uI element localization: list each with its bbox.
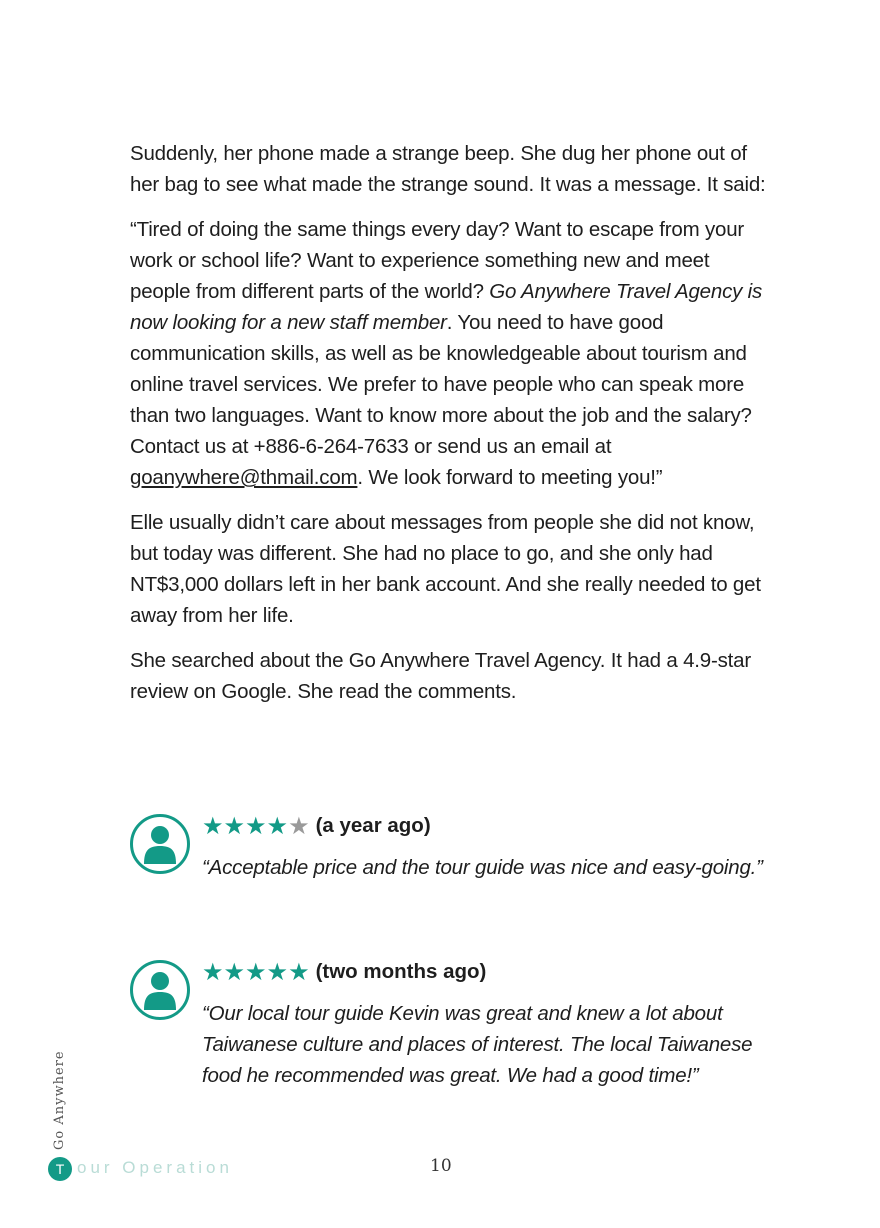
user-avatar-icon: [130, 960, 190, 1020]
star-empty-icon: ★: [288, 813, 310, 840]
review-2-header: [202, 958, 486, 987]
paragraph-3: Elle usually didn’t care about messages from people she did not know, but today was different. She had no place to go, and she only had NT$3,000 dollars left in her bank account. And she really needed to get away from her life.: [130, 511, 761, 627]
message-text-part-2: . You need to have good communication skills, as well as be knowledgeable about tourism and online travel services. We prefer to have people who can speak more than two languages. Want to know more about the job and the salary? Contact us at +886-6-264-7633 or send us an email at: [130, 311, 752, 458]
star-rating: [202, 959, 310, 986]
star-rating: [202, 813, 310, 840]
review-2-date: (two months ago): [315, 960, 487, 983]
message-italic-agency: Go Anywhere Travel Agency is now looking for a new staff member: [130, 280, 763, 334]
user-avatar-icon: [130, 814, 190, 874]
message-text-part-1: “Tired of doing the same things every day? Want to escape from your work or school life? Want to experience something new and meet people from different parts of the world?: [130, 218, 745, 303]
page-number: 10: [430, 1156, 452, 1176]
footer-title: our Operation: [77, 1158, 233, 1177]
star-icon: ★★★★★: [202, 959, 310, 986]
email-link[interactable]: goanywhere@thmail.com: [130, 466, 358, 489]
review-1-header: [202, 812, 431, 841]
side-label: Go Anywhere: [52, 1050, 67, 1150]
message-text-part-3: . We look forward to meeting you!”: [357, 466, 663, 489]
main-text: [130, 138, 770, 721]
footer-badge: T: [48, 1157, 72, 1181]
star-icon: ★★★★: [202, 813, 289, 840]
review-2-text: “Our local tour guide Kevin was great and knew a lot about Taiwanese culture and places of interest. The local Taiwanese food he recommended was great. We had a good time!”: [202, 1002, 753, 1087]
review-1-date: (a year ago): [315, 814, 431, 837]
review-1-text: “Acceptable price and the tour guide was nice and easy-going.”: [202, 856, 763, 879]
paragraph-1: Suddenly, her phone made a strange beep. She dug her phone out of her bag to see what made the strange sound. It was a message. It said:: [130, 142, 766, 196]
paragraph-2-message: [130, 214, 770, 493]
paragraph-4: She searched about the Go Anywhere Travel Agency. It had a 4.9-star review on Google. She read the comments.: [130, 649, 751, 703]
